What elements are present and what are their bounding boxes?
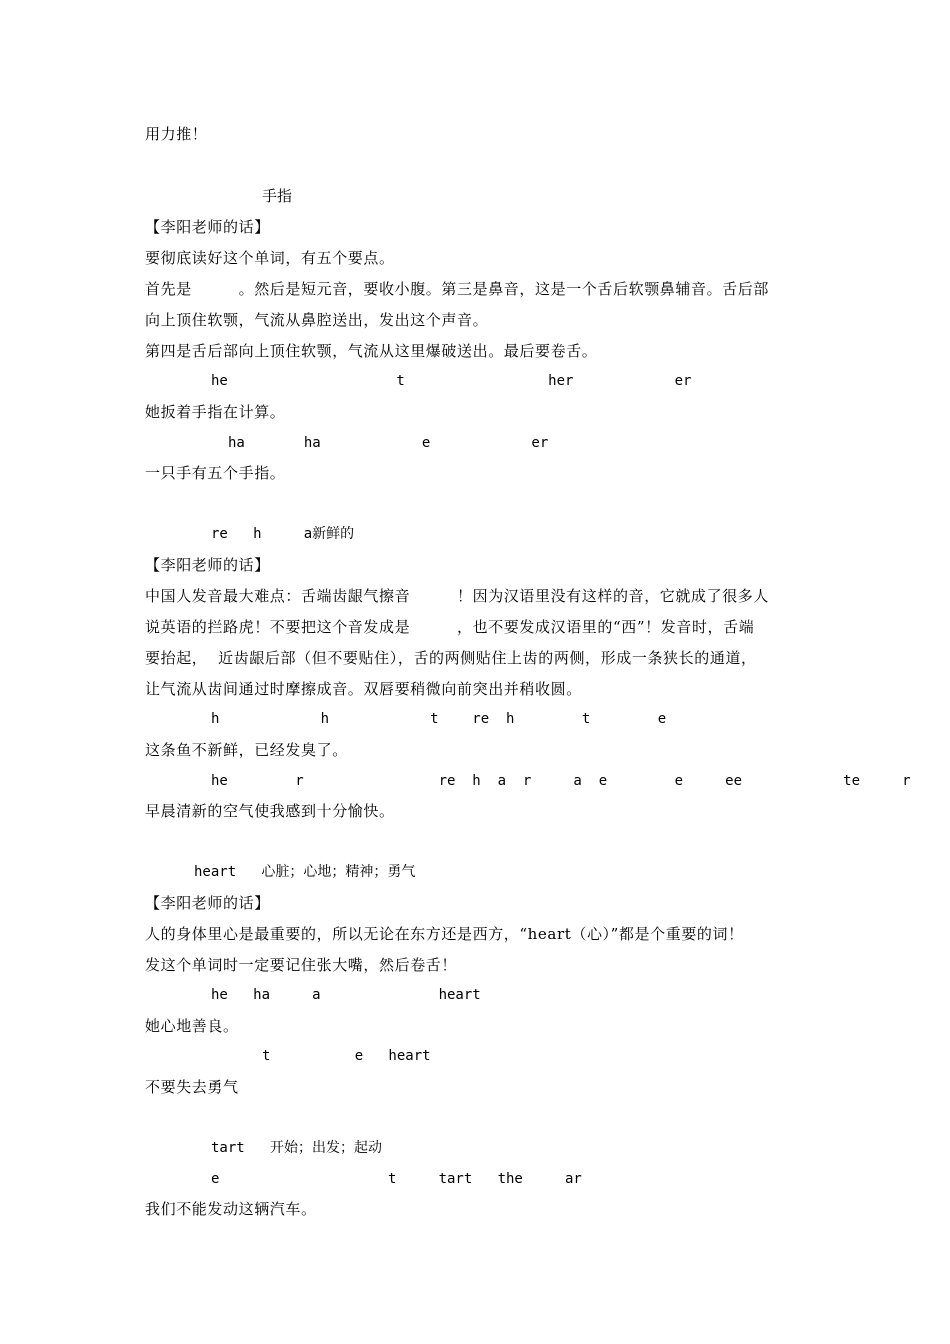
text-line: 用力推！	[145, 125, 208, 143]
example-sentence: e t tart the ar	[211, 1171, 582, 1187]
translation-line: 这条鱼不新鲜，已经发臭了。	[145, 741, 348, 759]
text-line: 首先是 。然后是短元音，要收小腹。第三是鼻音，这是一个舌后软颚鼻辅音。舌后部	[145, 280, 770, 298]
example-sentence: t e heart	[262, 1048, 431, 1064]
text-line: 第四是舌后部向上顶住软颚，气流从这里爆破送出。最后要卷舌。	[145, 342, 598, 360]
section-label: 【李阳老师的话】	[145, 556, 270, 574]
text-line: 要抬起， 近齿龈后部（但不要贴住），舌的两侧贴住上齿的两侧，形成一条狭长的通道，	[145, 649, 757, 667]
text-line: 说英语的拦路虎！不要把这个音发成是 ，也不要发成汉语里的“西”！发音时，舌端	[145, 618, 755, 636]
example-sentence: he ha a heart	[211, 987, 481, 1003]
translation-line: 她扳着手指在计算。	[145, 403, 286, 421]
example-sentence: ha ha e er	[228, 435, 549, 451]
translation-line: 她心地善良。	[145, 1017, 239, 1035]
example-sentence: he r re h a r a e e ee te r	[211, 773, 911, 789]
text-line: 让气流从齿间通过时摩擦成音。双唇要稍微向前突出并稍收圆。	[145, 680, 582, 698]
text-line: 向上顶住软颚，气流从鼻腔送出，发出这个声音。	[145, 311, 489, 329]
example-sentence: h h t re h t e	[211, 711, 667, 727]
text-line: 人的身体里心是最重要的，所以无论在东方还是西方，“heart（心）”都是个重要的词！	[145, 925, 744, 943]
word-heading: 手指	[262, 187, 293, 205]
text-line: 发这个单词时一定要记住张大嘴，然后卷舌！	[145, 956, 458, 974]
translation-line: 我们不能发动这辆汽车。	[145, 1200, 317, 1218]
example-sentence: he t her er	[211, 373, 692, 389]
text-line: 中国人发音最大难点：舌端齿龈气擦音 ！因为汉语里没有这样的音，它就成了很多人	[145, 587, 770, 605]
word-heading: re h a新鲜的	[211, 526, 355, 542]
section-label: 【李阳老师的话】	[145, 218, 270, 236]
translation-line: 一只手有五个手指。	[145, 464, 286, 482]
text-line: 要彻底读好这个单词，有五个要点。	[145, 249, 395, 267]
translation-line: 早晨清新的空气使我感到十分愉快。	[145, 802, 395, 820]
translation-line: 不要失去勇气	[145, 1078, 239, 1096]
word-heading: heart 心脏；心地；精神；勇气	[194, 864, 416, 880]
word-heading: tart 开始；出发；起动	[211, 1140, 383, 1156]
section-label: 【李阳老师的话】	[145, 894, 270, 912]
